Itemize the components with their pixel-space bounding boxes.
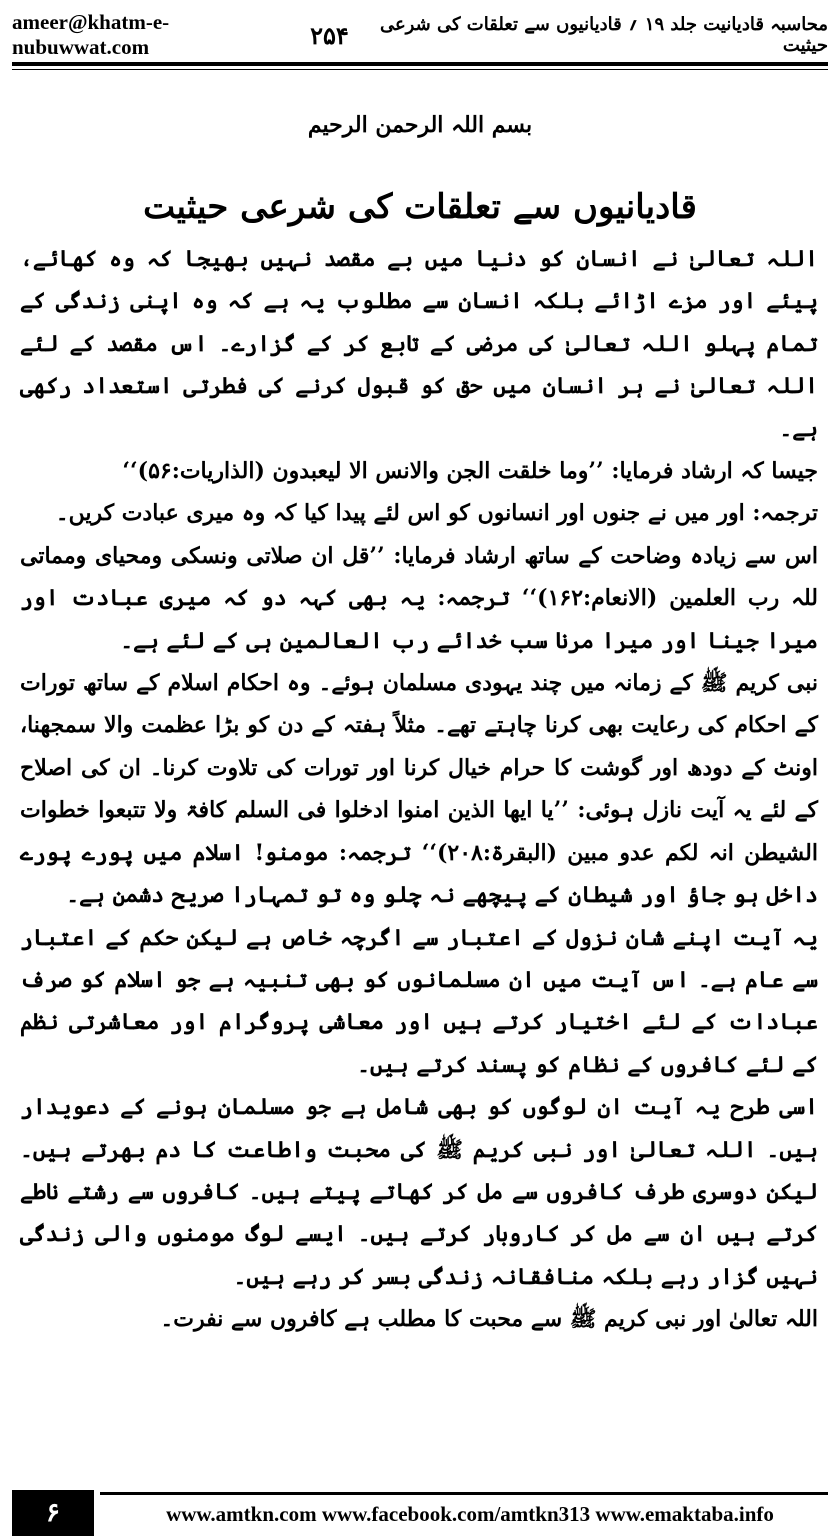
header-rule-thin [12, 69, 828, 70]
paragraph: نبی کریم ﷺ کے زمانہ میں چند یہودی مسلمان ہوئے۔ وہ احکام اسلام کے ساتھ تورات کے احکام کی رعایت بھی کرنا چاہتے تھے۔ مثلاً ہفتہ کے دن کو بڑا عظمت والا سمجھنا، اونٹ کے دودھ اور گوشت کا حرام خیال کرنا اور تورات کی تلاوت کرنا۔ ان کی اصلاح کے لئے یہ آیت نازل ہوئی: ’’یا ایھا الذین امنوا ادخلوا فی السلم کافۃ ولا تتبعوا خطوات الشیطن انہ لکم عدو مبین (البقرۃ:۲۰۸)‘‘ ترجمہ: مومنو! اسلام میں پورے پورے داخل ہو جاؤ اور شیطان کے پیچھے نہ چلو وہ تو تمہارا صریح دشمن ہے۔ [20, 670, 818, 909]
header-page-number: ۲۵۴ [310, 20, 349, 50]
paragraph: اسی طرح یہ آیت ان لوگوں کو بھی شامل ہے جو مسلمان ہونے کے دعویدار ہیں۔ اللہ تعالیٰ اور نبی کریم ﷺ کی محبت واطاعت کا دم بھرتے ہیں۔ لیکن دوسری طرف کافروں سے مل کر کھاتے پیتے ہیں۔ کافروں سے رشتے ناطے کرتے ہیں ان سے مل کر کاروبار کرتے ہیں۔ ایسے لوگ مومنوں والی زندگی نہیں گزار رہے بلکہ منافقانہ زندگی بسر کر رہے ہیں۔ [20, 1094, 818, 1290]
article-body [20, 238, 818, 1341]
paragraph: ترجمہ: اور میں نے جنوں اور انسانوں کو اس لئے پیدا کیا کہ وہ میری عبادت کریں۔ [55, 500, 818, 527]
footer-rule [100, 1492, 828, 1495]
footer-links[interactable]: www.amtkn.com www.facebook.com/amtkn313 www.emaktaba.info [166, 1502, 774, 1526]
running-title: محاسبہ قادیانیت جلد ۱۹ ؍ قادیانیوں سے تعلقات کی شرعی حیثیت [379, 14, 828, 56]
paragraph: جیسا کہ ارشاد فرمایا: ’’وما خلقت الجن والانس الا لیعبدون (الذاریات:۵۶)‘‘ [122, 458, 818, 485]
article-title: قادیانیوں سے تعلقات کی شرعی حیثیت [143, 187, 697, 227]
bismillah: بسم اللہ الرحمن الرحیم [307, 112, 533, 138]
paragraph: اللہ تعالیٰ اور نبی کریم ﷺ سے محبت کا مطلب ہے کافروں سے نفرت۔ [160, 1306, 818, 1333]
paragraph: اس سے زیادہ وضاحت کے ساتھ ارشاد فرمایا: ’’قل ان صلاتی ونسکی ومحیای ومماتی للہ رب العلمین (الانعام:۱۶۲)‘‘ ترجمہ: یہ بھی کہہ دو کہ میری عبادت اور میرا جینا اور میرا مرنا سب خدائے رب العالمین ہی کے لئے ہے۔ [20, 542, 818, 654]
paragraph: یہ آیت اپنے شان نزول کے اعتبار سے اگرچہ خاص ہے لیکن حکم کے اعتبار سے عام ہے۔ اس آیت میں ان مسلمانوں کو بھی تنبیہ ہے جو اسلام کو صرف عبادات کے لئے اختیار کرتے ہیں اور معاشی پروگرام اور معاشرتی نظم کے لئے کافروں کے نظام کو پسند کرتے ہیں۔ [20, 924, 818, 1078]
header-rule-thick [12, 62, 828, 66]
header-left [12, 10, 349, 60]
page-footer [0, 1488, 840, 1540]
page-header [12, 10, 828, 59]
header-email-link[interactable]: ameer@khatm-e-nubuwwat.com [12, 10, 170, 59]
paragraph: اللہ تعالیٰ نے انسان کو دنیا میں بے مقصد نہیں بھیجا کہ وہ کھائے، پیئے اور مزے اڑائے بلکہ انسان سے مطلوب یہ ہے کہ وہ اپنی زندگی کے تمام پہلو اللہ تعالیٰ کی مرضی کے تابع کر کے گزارے۔ اس مقصد کے لئے اللہ تعالیٰ نے ہر انسان میں حق کو قبول کرنے کی فطرتی استعداد رکھی ہے۔ [20, 246, 818, 442]
footer-page-index: ۶ [12, 1490, 94, 1536]
